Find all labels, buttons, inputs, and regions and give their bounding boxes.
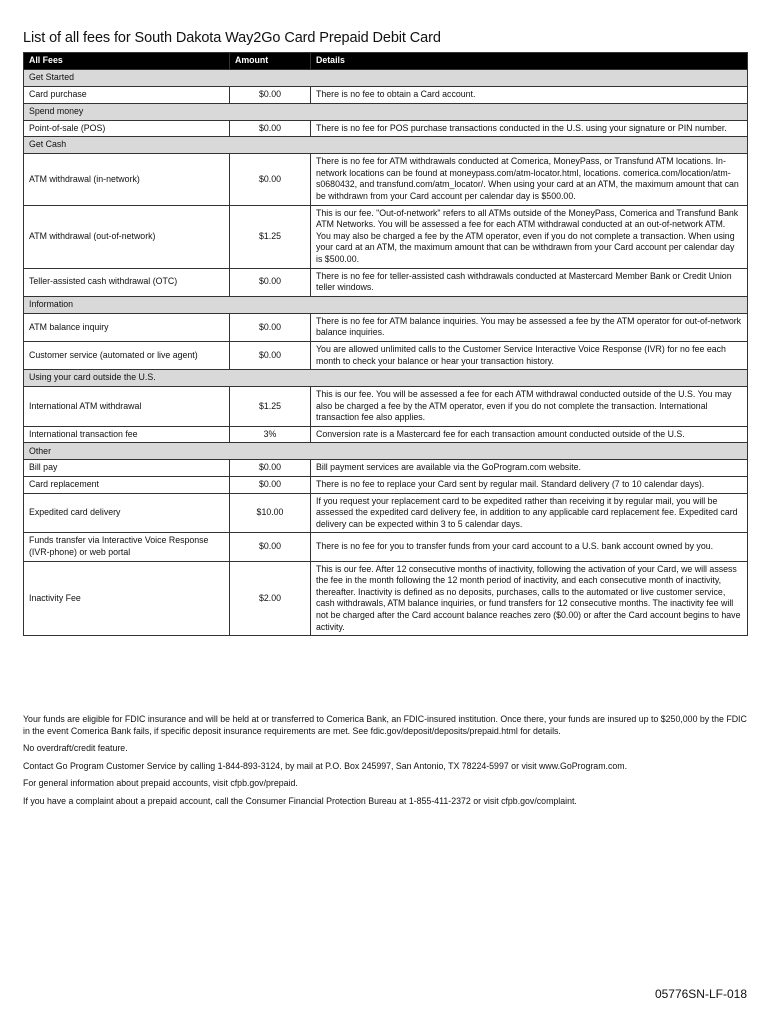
table-header-row: [24, 53, 748, 70]
page-title: List of all fees for South Dakota Way2Go Card Prepaid Debit Card: [23, 30, 441, 46]
fee-name: International transaction fee: [24, 426, 230, 443]
section-row: [24, 443, 748, 460]
table-row: [24, 268, 748, 296]
fee-details: There is no fee for ATM balance inquiries. You may be assessed a fee by the ATM operator for out-of-network balance inquiries.: [311, 313, 748, 341]
fee-details: There is no fee to replace your Card sent by regular mail. Standard delivery (7 to 10 calendar days).: [311, 477, 748, 494]
fee-amount: 3%: [230, 426, 311, 443]
fee-name: ATM balance inquiry: [24, 313, 230, 341]
fee-details: There is no fee for ATM withdrawals conducted at Comerica, MoneyPass, or Transfund ATM locations. In-network locations can be found at moneypass.com/atm-locator.html, locations. comerica.com/location/atm-s0680432, and transfund.com/atm_locator/. When using your card at an ATM, the maximum amount that can be withdrawn from your Card account per calendar day is $500.00.: [311, 154, 748, 205]
fee-details: This is our fee. You will be assessed a fee for each ATM withdrawal conducted outside of the U.S. You may also be charged a fee by the ATM operator, even if you do not complete the transaction. International transaction fee also applies.: [311, 387, 748, 427]
fee-name: Expedited card delivery: [24, 493, 230, 533]
fee-details: You are allowed unlimited calls to the Customer Service Interactive Voice Response (IVR) for no fee each month to check your balance or hear your transaction history.: [311, 341, 748, 369]
fee-amount: $0.00: [230, 477, 311, 494]
fee-details: There is no fee for teller-assisted cash withdrawals conducted at Mastercard Member Bank or Credit Union teller windows.: [311, 268, 748, 296]
table-row: [24, 387, 748, 427]
fee-details: This is our fee. "Out-of-network" refers to all ATMs outside of the MoneyPass, Comerica and Transfund Bank ATM Networks. You will be assessed a fee for each ATM withdrawal conducted at an out-of-network ATM. You may also be charged a fee by the ATM operator, even if you do not complete a transaction. When using your card at an ATM, the maximum amount that can be withdrawn from your Card account per calendar day is $500.00.: [311, 205, 748, 268]
fee-details: If you request your replacement card to be expedited rather than receiving it by regular mail, you will be assessed the expedited card delivery fee, in addition to any applicable card replacement fee. Expedited card delivery can be expected within 3 to 5 calendar days.: [311, 493, 748, 533]
fee-name: Point-of-sale (POS): [24, 120, 230, 137]
fee-name: Customer service (automated or live agent): [24, 341, 230, 369]
fee-amount: $0.00: [230, 460, 311, 477]
fee-name: Inactivity Fee: [24, 561, 230, 636]
table-row: [24, 561, 748, 636]
general-info-note: For general information about prepaid accounts, visit cfpb.gov/prepaid.: [23, 778, 298, 789]
section-title: Get Started: [24, 70, 748, 87]
fee-amount: $2.00: [230, 561, 311, 636]
column-header-amount: Amount: [230, 53, 311, 70]
complaint-note: If you have a complaint about a prepaid account, call the Consumer Financial Protection Bureau at 1-855-411-2372 or visit cfpb.gov/complaint.: [23, 795, 577, 806]
table-row: [24, 313, 748, 341]
fee-amount: $0.00: [230, 533, 311, 561]
fee-details: There is no fee to obtain a Card account.: [311, 87, 748, 104]
table-row: [24, 533, 748, 561]
table-row: [24, 460, 748, 477]
table-row: [24, 205, 748, 268]
table-row: [24, 477, 748, 494]
form-code: 05776SN-LF-018: [654, 987, 747, 1001]
table-row: [24, 154, 748, 205]
fee-name: Bill pay: [24, 460, 230, 477]
section-title: Other: [24, 443, 748, 460]
section-title: Get Cash: [24, 137, 748, 154]
fee-name: ATM withdrawal (in-network): [24, 154, 230, 205]
fee-amount: $0.00: [230, 341, 311, 369]
column-header-fee: All Fees: [24, 53, 230, 70]
section-title: Spend money: [24, 103, 748, 120]
fee-name: ATM withdrawal (out-of-network): [24, 205, 230, 268]
fee-name: Card replacement: [24, 477, 230, 494]
fee-details: Bill payment services are available via the GoProgram.com website.: [311, 460, 748, 477]
table-row: [24, 87, 748, 104]
fee-amount: $0.00: [230, 313, 311, 341]
fee-amount: $0.00: [230, 87, 311, 104]
fee-details: There is no fee for you to transfer funds from your card account to a U.S. bank account owned by you.: [311, 533, 748, 561]
fee-name: Teller-assisted cash withdrawal (OTC): [24, 268, 230, 296]
fee-details: Conversion rate is a Mastercard fee for each transaction amount conducted outside of the U.S.: [311, 426, 748, 443]
fee-amount: $1.25: [230, 387, 311, 427]
section-row: [24, 137, 748, 154]
fee-details: There is no fee for POS purchase transactions conducted in the U.S. using your signature or PIN number.: [311, 120, 748, 137]
section-title: Using your card outside the U.S.: [24, 370, 748, 387]
fee-name: Card purchase: [24, 87, 230, 104]
fdic-note: Your funds are eligible for FDIC insurance and will be held at or transferred to Comerica Bank, an FDIC-insured institution. Once there, your funds are insured up to $250,000 by the FDIC in the event Comerica Bank fails, if specific deposit insurance requirements are met. See fdic.gov/deposit/deposits/prepaid.html for details.: [23, 714, 747, 736]
overdraft-note: No overdraft/credit feature.: [23, 743, 128, 754]
fee-amount: $0.00: [230, 120, 311, 137]
table-row: [24, 493, 748, 533]
fee-amount: $0.00: [230, 154, 311, 205]
section-row: [24, 103, 748, 120]
table-row: [24, 120, 748, 137]
fee-details: This is our fee. After 12 consecutive months of inactivity, following the activation of your Card, we will assess the fee in the month following the 12 month period of inactivity, and each consecutive month of inactivity, thereafter. Inactivity is defined as no deposits, purchases, calls to the automated or live customer service, cash withdrawals, ATM balance inquiries, or fund transfers for 12 consecutive months. The inactivity fee will not be charged after the Card account balance reaches zero ($0.00) or after the Card account begins to have activity.: [311, 561, 748, 636]
fees-table: [23, 52, 748, 636]
section-row: [24, 370, 748, 387]
section-title: Information: [24, 296, 748, 313]
disclosure-notes: [23, 714, 747, 814]
section-row: [24, 70, 748, 87]
fee-amount: $10.00: [230, 493, 311, 533]
column-header-details: Details: [311, 53, 748, 70]
table-row: [24, 341, 748, 369]
fee-amount: $0.00: [230, 268, 311, 296]
fee-amount: $1.25: [230, 205, 311, 268]
section-row: [24, 296, 748, 313]
fee-name: International ATM withdrawal: [24, 387, 230, 427]
fee-name: Funds transfer via Interactive Voice Response (IVR-phone) or web portal: [24, 533, 230, 561]
contact-note: Contact Go Program Customer Service by calling 1-844-893-3124, by mail at P.O. Box 245997, San Antonio, TX 78224-5997 or visit www.GoProgram.com.: [23, 760, 628, 771]
table-row: [24, 426, 748, 443]
